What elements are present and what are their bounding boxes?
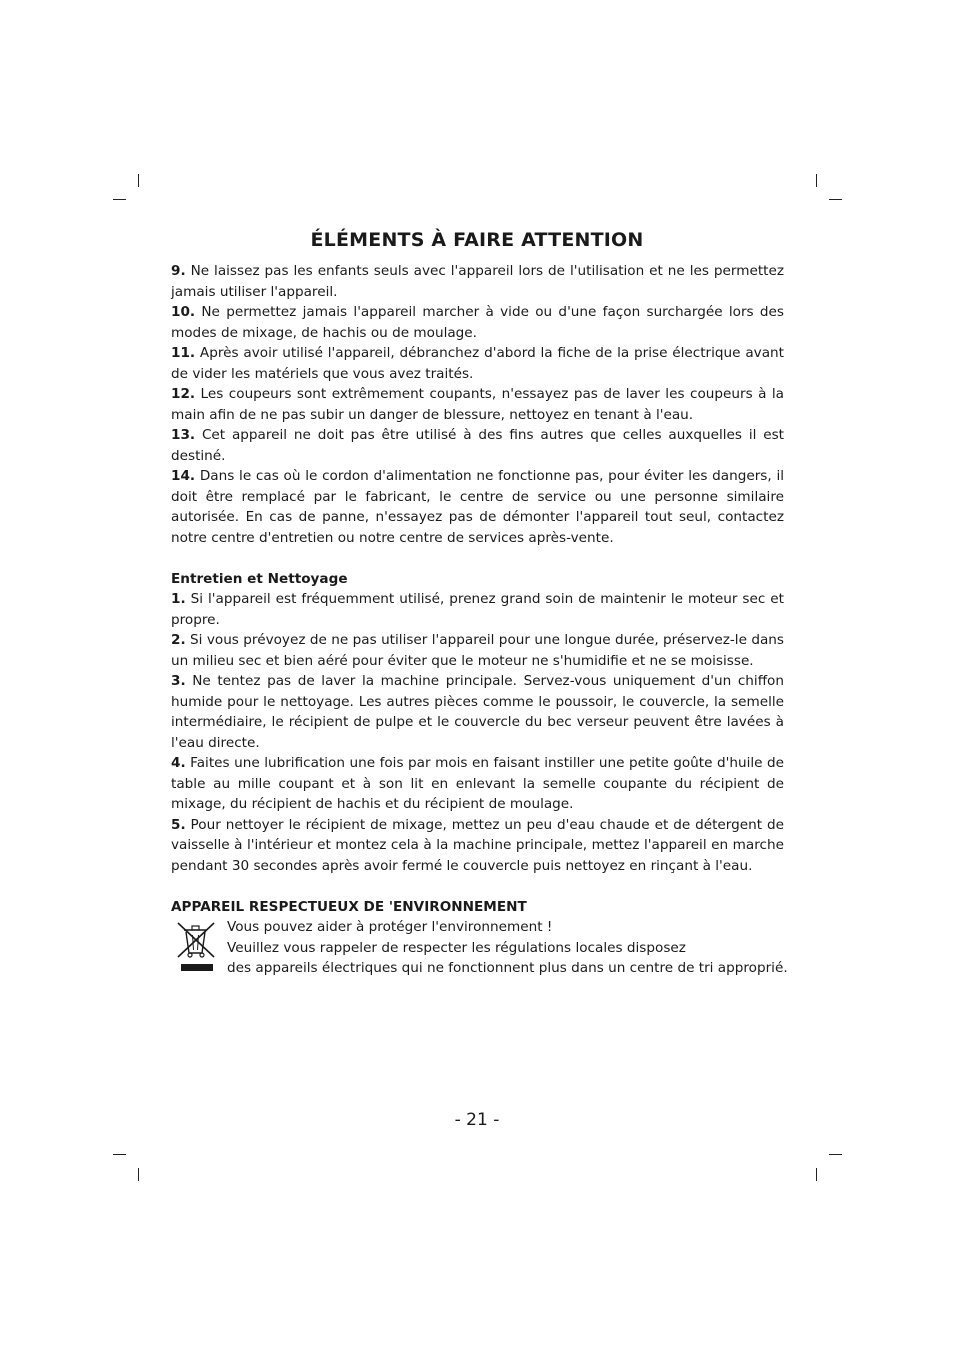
- item-number: 2.: [171, 632, 186, 648]
- list-item: [171, 753, 784, 815]
- attention-list: [171, 261, 784, 548]
- list-item: [171, 302, 784, 343]
- crossed-out-wheelie-bin-icon: [175, 920, 217, 974]
- list-item: [171, 589, 784, 630]
- environment-line: des appareils électriques qui ne fonctionnent plus dans un centre de tri approprié.: [227, 960, 788, 976]
- item-number: 5.: [171, 816, 186, 833]
- item-number: 4.: [171, 755, 186, 771]
- item-text: Les coupeurs sont extrêmement coupants, n'essayez pas de laver les coupeurs à la main afin de ne pas subir un danger de blessure, nettoyez en tenant à l'eau.: [171, 386, 784, 423]
- item-number: 10.: [171, 304, 196, 320]
- item-number: 3.: [171, 673, 186, 689]
- environment-section: [171, 897, 788, 979]
- list-item: [171, 630, 784, 671]
- maintenance-section: [171, 569, 784, 877]
- item-number: 14.: [171, 468, 196, 484]
- item-text: Ne laissez pas les enfants seuls avec l'appareil lors de l'utilisation et ne les permettez jamais utiliser l'appareil.: [171, 263, 784, 300]
- list-item: [171, 261, 784, 302]
- list-item: [171, 384, 784, 425]
- crop-mark: [138, 174, 139, 187]
- crop-mark: [113, 1154, 126, 1155]
- crop-mark: [829, 199, 842, 200]
- document-body: [171, 261, 788, 979]
- item-text: Ne tentez pas de laver la machine principale. Servez-vous uniquement d'un chiffon humide pour le nettoyage. Les autres pièces comme le poussoir, le couvercle, la semelle intermédiaire, le récipient de pulpe et le couvercle du bec verseur peuvent être lavées à l'eau directe.: [171, 673, 784, 751]
- page-number: - 21 -: [454, 1110, 500, 1130]
- environment-line: Veuillez vous rappeler de respecter les régulations locales disposez: [227, 939, 686, 956]
- item-number: 1.: [171, 591, 186, 607]
- item-text: Faites une lubrification une fois par mois en faisant instiller une petite goûte d'huile de table au mille coupant et à son lit en enlevant la semelle coupante du récipient de mixage, du récipient de hachis et du récipient de moulage.: [171, 755, 784, 812]
- list-item: [171, 815, 784, 877]
- item-text: Dans le cas où le cordon d'alimentation ne fonctionne pas, pour éviter les dangers, il doit être remplacé par le fabricant, le centre de service ou une personne similaire autorisée. En cas de panne, n'essayez pas de démonter l'appareil tout seul, contactez notre centre d'entretien ou notre centre de services après-vente.: [171, 468, 784, 546]
- environment-notice: [171, 917, 788, 979]
- crop-mark: [829, 1154, 842, 1155]
- item-text: Cet appareil ne doit pas être utilisé à des fins autres que celles auxquelles il est destiné.: [171, 427, 784, 464]
- item-number: 9.: [171, 263, 186, 279]
- item-text: Si l'appareil est fréquemment utilisé, prenez grand soin de maintenir le moteur sec et propre.: [171, 591, 784, 628]
- crop-mark: [816, 1168, 817, 1181]
- item-number: 13.: [171, 427, 196, 443]
- section-heading: APPAREIL RESPECTUEUX DE 'ENVIRONNEMENT: [171, 898, 527, 915]
- section-heading: Entretien et Nettoyage: [171, 570, 348, 587]
- page-title: ÉLÉMENTS À FAIRE ATTENTION: [310, 229, 644, 251]
- item-text: Ne permettez jamais l'appareil marcher à vide ou d'une façon surchargée lors des modes de mixage, de hachis ou de moulage.: [171, 304, 784, 341]
- crop-mark: [113, 199, 126, 200]
- list-item: [171, 343, 784, 384]
- list-item: [171, 425, 784, 466]
- crop-mark: [816, 174, 817, 187]
- crop-mark: [138, 1168, 139, 1181]
- item-text: Après avoir utilisé l'appareil, débranchez d'abord la fiche de la prise électrique avant de vider les matériels que vous avez traités.: [171, 345, 784, 382]
- list-item: [171, 466, 784, 548]
- list-item: [171, 671, 784, 753]
- environment-line: Vous pouvez aider à protéger l'environnement !: [227, 919, 553, 935]
- item-text: Pour nettoyer le récipient de mixage, mettez un peu d'eau chaude et de détergent de vaisselle à l'intérieur et montez cela à la machine principale, mettez l'appareil en marche pendant 30 secondes après avoir fermé le couvercle puis nettoyez en rinçant à l'eau.: [171, 816, 784, 874]
- item-text: Si vous prévoyez de ne pas utiliser l'appareil pour une longue durée, préservez-le dans un milieu sec et bien aéré pour éviter que le moteur ne s'humidifie et ne se moisisse.: [171, 632, 784, 669]
- item-number: 11.: [171, 345, 196, 361]
- item-number: 12.: [171, 386, 196, 402]
